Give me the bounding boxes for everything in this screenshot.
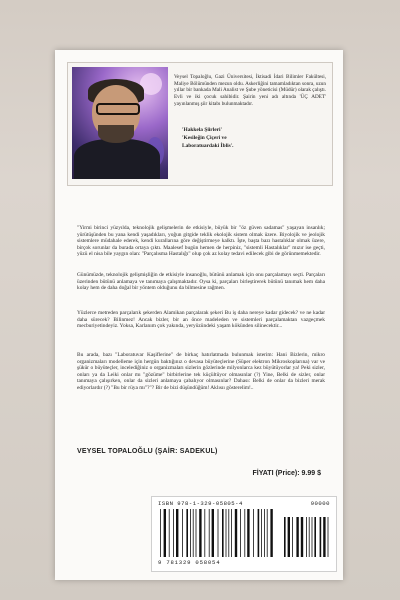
barcode-bar xyxy=(182,509,183,557)
barcode-bar xyxy=(186,509,188,557)
barcode-bar xyxy=(218,509,219,557)
barcode-addon-bar xyxy=(320,517,322,557)
barcode-addon-bar xyxy=(309,517,310,557)
paragraph-2: Günümüzde, teknolojik gelişmişliğin de etkisiyle insanoğlu, bütünü anlamak için onu parçalamayı seçti. Parçaları üzerinden bütünü anlamaya ve tanımaya çalışmaktadır. Oysa ki, parçaları birleştirerek bütünü tanımak hem daha kolay hem de daha doğal bir yöntem olduğunu da bilmesine rağmen. xyxy=(77,272,325,292)
barcode-bar xyxy=(212,509,214,557)
barcode-bar xyxy=(169,509,170,557)
barcode-bar xyxy=(240,509,241,557)
barcode-bar xyxy=(160,509,161,557)
barcode-bar xyxy=(270,509,272,557)
isbn-price-code: 90000 xyxy=(310,500,330,507)
book-title: 'Hakkela Şiirleri' xyxy=(182,127,222,133)
barcode-bar xyxy=(228,509,229,557)
barcode-bar xyxy=(209,509,210,557)
isbn-number: ISBN 978-1-329-05805-4 xyxy=(158,500,243,507)
book-title: 'Kesileğin Çiçeri ve xyxy=(182,135,227,141)
barcode-bar xyxy=(264,509,265,557)
author-glasses xyxy=(96,103,140,115)
book-list xyxy=(182,127,322,151)
barcode-bar xyxy=(190,509,191,557)
author-signature: VEYSEL TOPALOĞLU (ŞAİR: SADEKUL) xyxy=(77,448,218,455)
author-photo xyxy=(72,67,168,179)
author-body xyxy=(74,139,160,179)
barcode-bar xyxy=(164,509,166,557)
price-label: FİYATI (Price): 9.99 $ xyxy=(252,470,321,477)
barcode-image xyxy=(158,509,330,557)
author-beard xyxy=(98,125,134,143)
barcode-addon-bar xyxy=(284,517,286,557)
back-cover-panel xyxy=(55,50,343,580)
barcode-bar xyxy=(196,509,197,557)
barcode-bar xyxy=(176,509,178,557)
barcode-addon-bar xyxy=(323,517,325,557)
barcode-bar xyxy=(261,509,262,557)
barcode-bar xyxy=(258,509,260,557)
isbn-top-line xyxy=(158,500,330,507)
isbn-bottom-line: 9 781329 058054 xyxy=(158,559,221,566)
barcode-bar xyxy=(235,509,237,557)
barcode-addon-bar xyxy=(301,517,303,557)
paragraph-4: Bu arada, bazı "Laboratuvar Kaşiflerine" de birkaç hatırlatmada bulunmak isterim: Hani Bizlerin, mikro organizmaları modelleme için hergün baktığınız o devasa büyüteçlerine (Süper elektron Mikroskoplarına) var ve şükür o büyüteçler, incelediğiniz o organizmaları sizlerin gözlerinde milyonlarca kez büyütüyorlar ya! Peki sizler, onları ya da Leiki onlar mı "gözüme" birbirlerine tek küçültüyor olmasınlar (?) Yine, Belki de sizler, onlar tanımaya çalışırken, onlar da sizleri anlamaya çabalıyor olmasınlar? Dahası: Belki de onlar da bizleri merak ediyorlardır (?) "Bu bir rüya mı"?"? Bir de bizi düşündüğüm! Aklısıı gösterelim!.. xyxy=(77,352,325,391)
barcode-bar xyxy=(222,509,224,557)
barcode-addon-bar xyxy=(328,517,329,557)
paragraph-3: Yüzlerce metreden parçalarık şekerden Alamikan parçalarak şekeri Bu iş daha nereye kadar gidecek? ve ne kadar daha sürecek? Bilinmez! Ancak bizler, bir an önce madeleden ve sistemleri parçalamaktan vazgeçmek mecburiyetindeyiz. Yoksa, Karlanım çok yakında, yeryüzündeki yaşam kökünden silinecektir... xyxy=(77,310,325,330)
book-title: Laboratuardaki İblis'. xyxy=(182,143,234,149)
barcode-bar xyxy=(247,509,249,557)
barcode-addon-bar xyxy=(292,517,293,557)
barcode-bar xyxy=(204,509,205,557)
author-info-box xyxy=(67,62,333,186)
barcode-bar xyxy=(193,509,194,557)
barcode-addon-bar xyxy=(312,517,313,557)
author-bio: Veysel Topaloğlu, Gazi Üniversitesi, İktisadi İdari Bilimler Fakültesi, Maliye Bölümünden mezun oldu. Askerliğini tamamladıktan sonra, uzun yıllar bir bankada Mali Analist ve Şube yöneticisi (Müdür) olarak çalıştı. Evli ve iki çocuk sahibidir. Şairin yeni adı altında 'ÜÇ ADET' yayınlanmış şiir kitabı bulunmaktadır. xyxy=(174,74,326,107)
barcode-bar xyxy=(244,509,245,557)
barcode-bar xyxy=(199,509,201,557)
barcode-addon-bar xyxy=(314,517,316,557)
barcode-bar xyxy=(253,509,254,557)
barcode-bar xyxy=(173,509,174,557)
barcode-addon-bar xyxy=(288,517,290,557)
barcode-addon-bar xyxy=(296,517,298,557)
barcode-bar xyxy=(231,509,232,557)
barcode-bar xyxy=(226,509,227,557)
paragraph-1: "Yirmi birinci yüzyılda, teknolojik gelişmelerin de etkisiyle, büyük bir "öz güven sadamas" yaşayan insanlık; yürütüşünden bu yana kendi yaşadıkları, yoğun gitgide teklik ekolojik sistem olmak üzere. Biyolojik ve jeolojik sistemlere müdahale ederek, kendi kurallarına göre değiştirmeye kalktı. İşte, başta bazı hastalıklar olmak üzere, birçok sorunlar da burada ortaya çıktı. Maalesef bugün hemen de herpiniz, "sistemli Hastalıklar" mızır ise geçti, yüzü el nisa bile yaygın olan: "Parçalısma Hastalığı" olup çok az kolay tedavi edilecek gibi de görünmemektedir. xyxy=(77,225,325,258)
barcode-box xyxy=(151,496,337,572)
barcode-bar xyxy=(267,509,268,557)
barcode-addon-bar xyxy=(306,517,307,557)
